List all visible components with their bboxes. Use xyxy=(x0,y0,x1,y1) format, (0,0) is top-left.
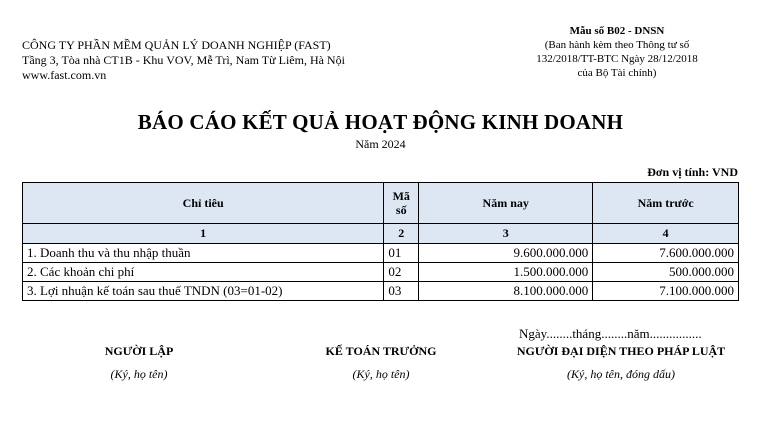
preparer-role: NGƯỜI LẬP xyxy=(104,344,174,358)
form-note-line2: 132/2018/TT-BTC Ngày 28/12/2018 xyxy=(536,53,698,65)
legal-representative-role: NGƯỜI ĐẠI DIỆN THEO PHÁP LUẬT xyxy=(516,344,726,358)
row-previous-value: 7.600.000.000 xyxy=(593,244,739,263)
row-current-value: 9.600.000.000 xyxy=(419,244,593,263)
currency-unit: Đơn vị tính: VND xyxy=(647,165,738,179)
form-note-line1: (Ban hành kèm theo Thông tư số xyxy=(544,39,690,51)
header-code-label: Mã số xyxy=(392,188,410,217)
table-row xyxy=(23,244,739,263)
preparer-signature-block xyxy=(64,344,214,382)
legal-representative-hint: (Ký, họ tên, đóng dấu) xyxy=(567,367,675,381)
report-year: Năm 2024 xyxy=(355,137,406,151)
company-website: www.fast.com.vn xyxy=(22,68,107,82)
header-current-year: Năm nay xyxy=(419,183,593,224)
table-header-row xyxy=(23,183,739,224)
header-number: 4 xyxy=(593,224,739,244)
table-row xyxy=(23,282,739,301)
signature-date-line: Ngày........tháng........năm................ xyxy=(519,326,702,341)
chief-accountant-role: KẾ TOÁN TRƯỞNG xyxy=(325,344,437,358)
table-row xyxy=(23,263,739,282)
row-code: 03 xyxy=(384,282,419,301)
row-current-value: 1.500.000.000 xyxy=(419,263,593,282)
row-label: 1. Doanh thu và thu nhập thuần xyxy=(23,244,384,263)
company-name: CÔNG TY PHẦN MỀM QUẢN LÝ DOANH NGHIỆP (FAST) xyxy=(22,38,331,52)
header-code xyxy=(384,183,419,224)
form-code: Mẫu số B02 - DNSN xyxy=(569,25,665,37)
form-reference xyxy=(497,24,737,80)
company-info xyxy=(22,38,345,83)
header-number: 3 xyxy=(419,224,593,244)
form-note-line3: của Bộ Tài chính) xyxy=(577,67,657,79)
row-code: 02 xyxy=(384,263,419,282)
row-current-value: 8.100.000.000 xyxy=(419,282,593,301)
header-number: 1 xyxy=(23,224,384,244)
company-address: Tầng 3, Tòa nhà CT1B - Khu VOV, Mễ Trì, Nam Từ Liêm, Hà Nội xyxy=(22,53,345,67)
chief-accountant-signature-block xyxy=(306,344,456,382)
preparer-hint: (Ký, họ tên) xyxy=(110,367,168,381)
income-statement-table xyxy=(22,182,739,301)
row-label: 2. Các khoản chi phí xyxy=(23,263,384,282)
row-code: 01 xyxy=(384,244,419,263)
row-previous-value: 500.000.000 xyxy=(593,263,739,282)
row-previous-value: 7.100.000.000 xyxy=(593,282,739,301)
header-number: 2 xyxy=(384,224,419,244)
legal-representative-signature-block xyxy=(496,344,746,382)
header-previous-year: Năm trước xyxy=(593,183,739,224)
chief-accountant-hint: (Ký, họ tên) xyxy=(352,367,410,381)
table-header-number-row xyxy=(23,224,739,244)
header-indicator: Chỉ tiêu xyxy=(23,183,384,224)
row-label: 3. Lợi nhuận kế toán sau thuế TNDN (03=01-02) xyxy=(23,282,384,301)
report-title: BÁO CÁO KẾT QUẢ HOẠT ĐỘNG KINH DOANH xyxy=(137,110,624,134)
